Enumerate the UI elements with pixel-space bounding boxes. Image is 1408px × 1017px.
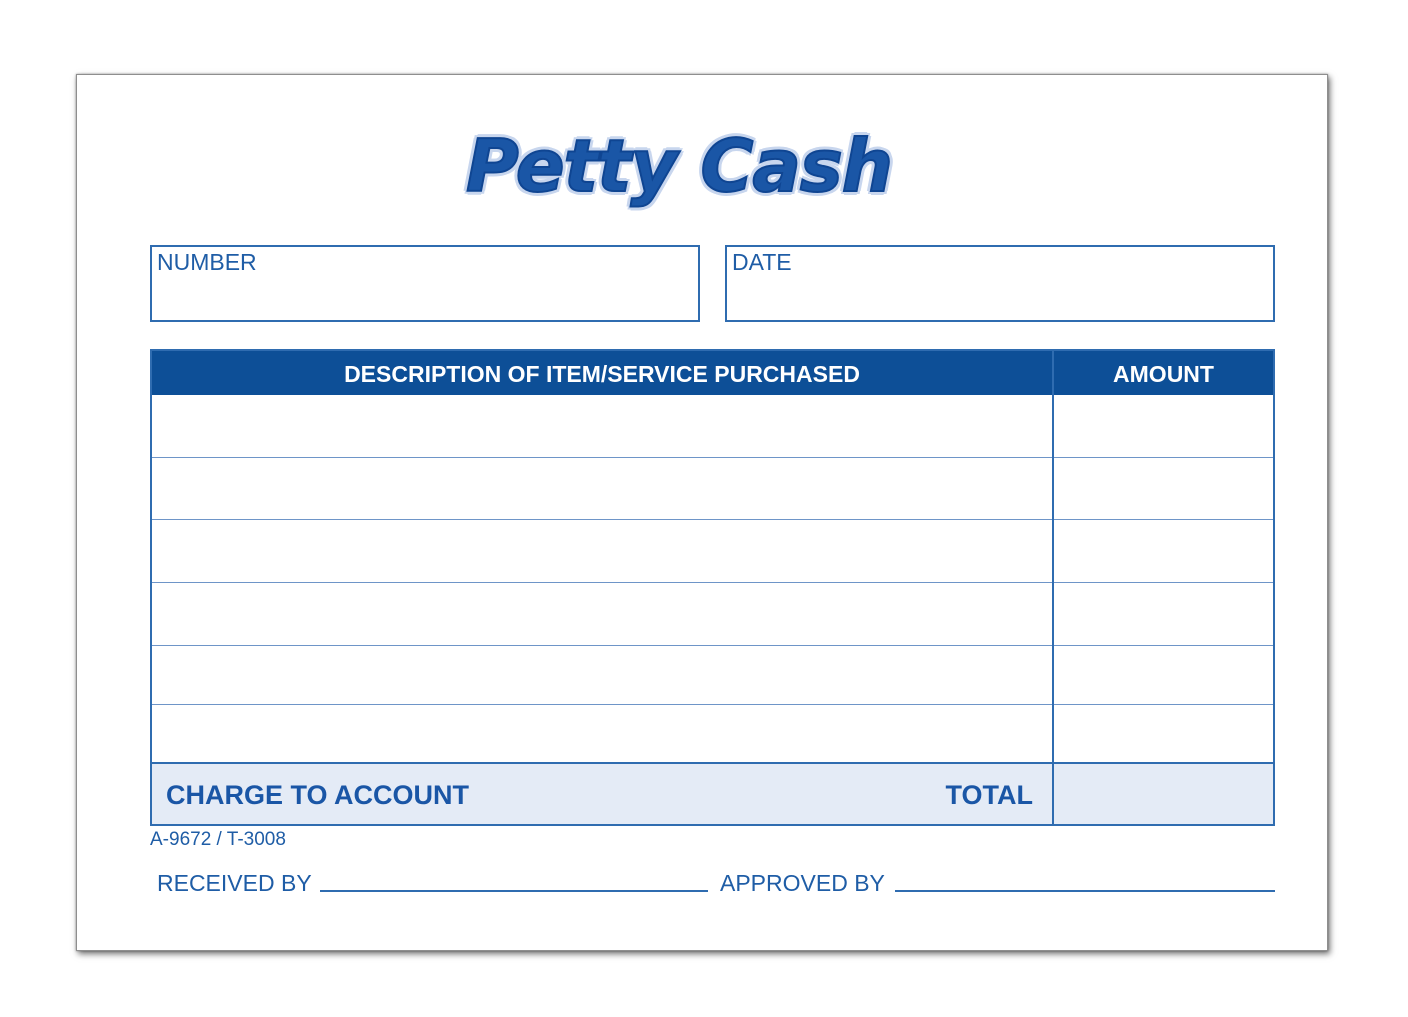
approved-by-line[interactable]: [895, 890, 1275, 892]
amount-cell[interactable]: [1054, 395, 1273, 457]
approved-by-label: APPROVED BY: [720, 870, 885, 896]
item-row[interactable]: [152, 458, 1052, 519]
total-label: TOTAL: [945, 780, 1033, 810]
received-by-line[interactable]: [320, 890, 708, 892]
item-row[interactable]: [152, 520, 1052, 582]
total-row: [152, 762, 1273, 824]
item-row[interactable]: [152, 395, 1052, 457]
item-row[interactable]: [152, 583, 1052, 645]
date-field[interactable]: [725, 245, 1275, 322]
form-title: Petty Cash: [465, 124, 893, 208]
amount-cell[interactable]: [1054, 520, 1273, 582]
amount-cell[interactable]: [1054, 583, 1273, 645]
item-row[interactable]: [152, 705, 1052, 762]
charge-to-account-label: CHARGE TO ACCOUNT: [166, 780, 469, 810]
form-code: A-9672 / T-3008: [150, 829, 286, 850]
total-amount-cell[interactable]: [1054, 764, 1273, 824]
number-label: NUMBER: [157, 249, 257, 275]
number-field[interactable]: [150, 245, 700, 322]
amount-cell[interactable]: [1054, 646, 1273, 704]
received-by-label: RECEIVED BY: [157, 870, 312, 896]
table-header: [152, 351, 1273, 395]
date-label: DATE: [732, 249, 792, 275]
amount-cell[interactable]: [1054, 705, 1273, 762]
amount-cell[interactable]: [1054, 458, 1273, 519]
description-column-header: DESCRIPTION OF ITEM/SERVICE PURCHASED: [344, 361, 860, 387]
purchase-table: [150, 349, 1275, 826]
column-divider: [1052, 351, 1054, 824]
amount-column-header: AMOUNT: [1113, 361, 1214, 387]
item-row[interactable]: [152, 646, 1052, 704]
